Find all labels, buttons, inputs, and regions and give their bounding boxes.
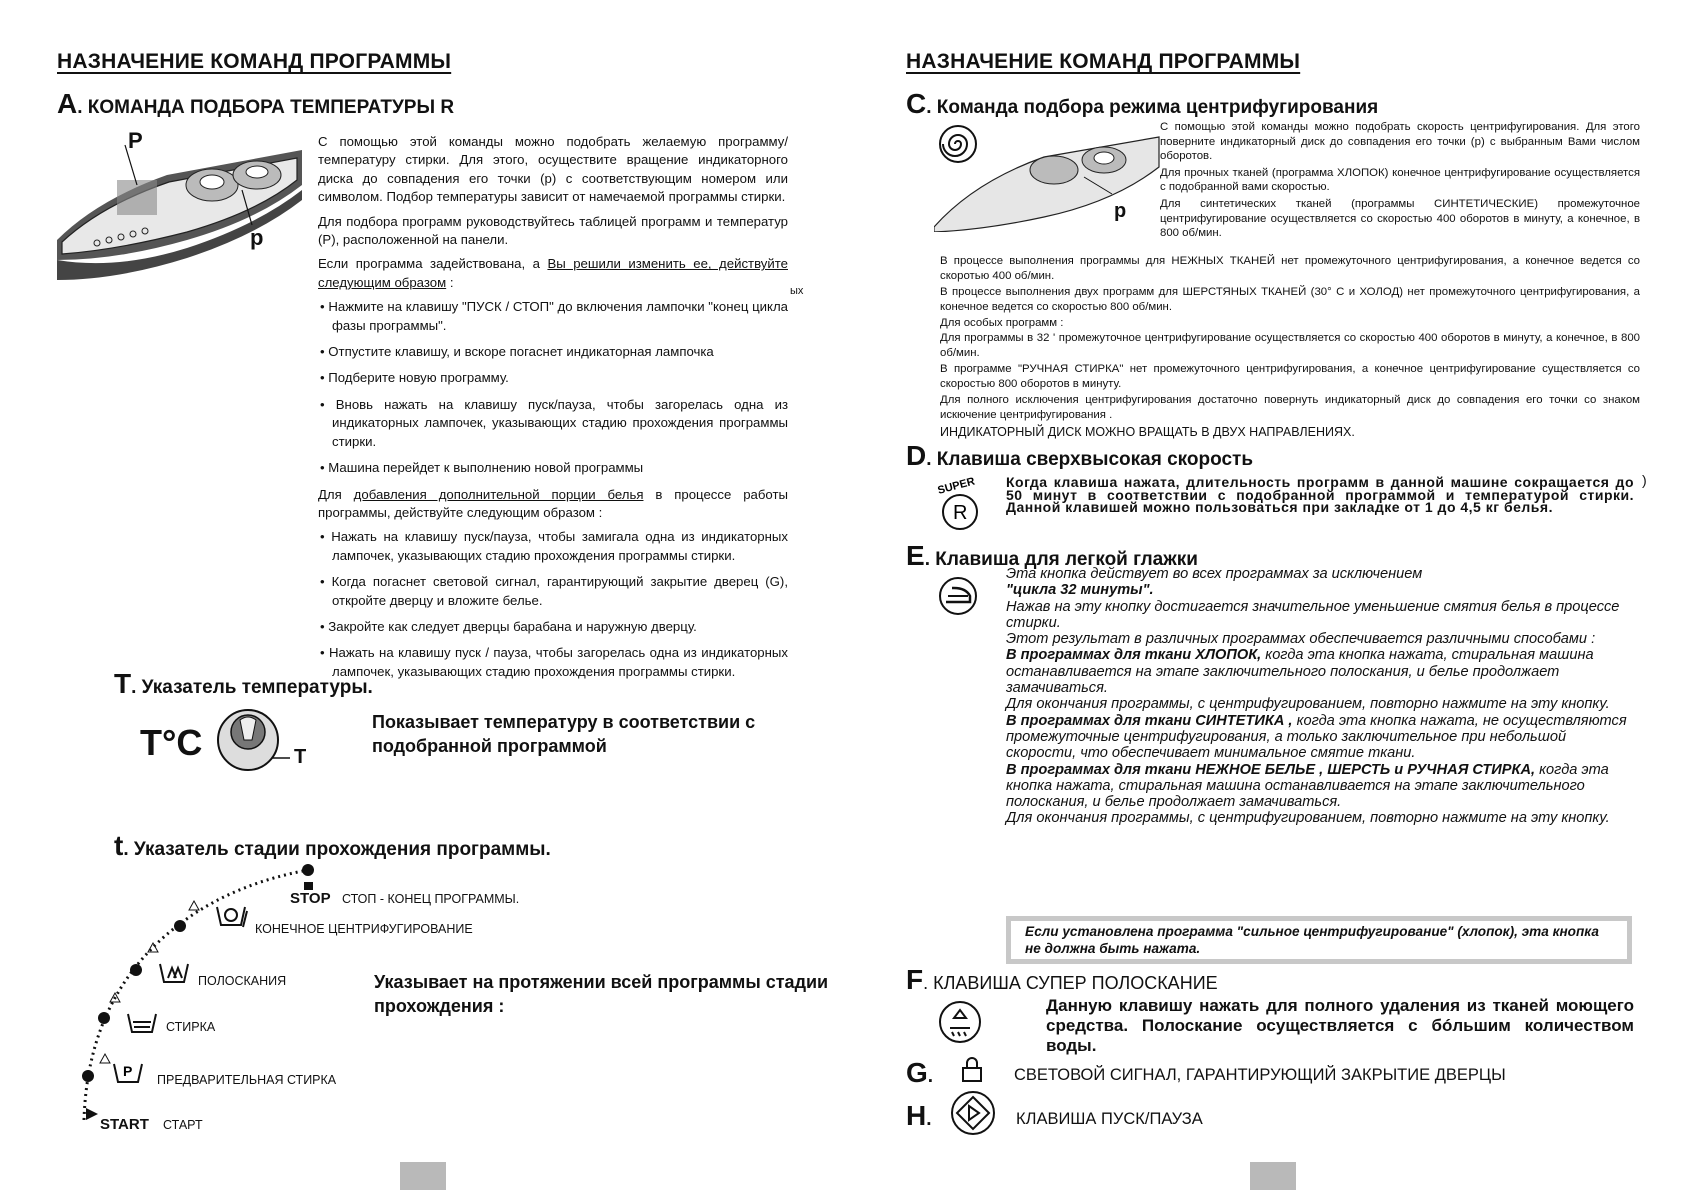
bullet-item: • Вновь нажать на клавишу пуск/пауза, чтобы загорелась одна из индикаторных лампочек, указывающих стадию прохождения программы стирки. <box>320 396 788 449</box>
section-d-title-text: . Клавиша сверхвысокая скорость <box>926 449 1254 470</box>
section-a-title-text: . КОМАНДА ПОДБОРА ТЕМПЕРАТУРЫ <box>77 97 436 118</box>
bullet-item: • Машина перейдет к выполнению новой программы <box>320 460 644 476</box>
section-e-p6-text: когда эта кнопка нажата, не осуществляются промежуточные центрифугирования, а только заключительное при небольшой скорости, что обеспечивает минимальное смятие ткани. <box>1006 712 1627 762</box>
section-e-title-text: . Клавиша для легкой глажки <box>924 549 1198 570</box>
stage-rinse-label: ПОЛОСКАНИЯ <box>198 974 287 988</box>
tc-label: T°C <box>140 722 203 763</box>
section-c-top-text <box>1160 120 1640 243</box>
stage-start-code: START <box>100 1116 149 1133</box>
bullet-item: • Нажмите на клавишу "ПУСК / СТОП" до включения лампочки "конец цикла фазы программы". <box>320 299 788 333</box>
section-c-para6: Для особых программ : <box>940 317 1064 330</box>
bullet-item: • Закройте как следует дверцы барабана и наружную дверцу. <box>320 618 697 634</box>
svg-text:R: R <box>953 502 968 524</box>
easy-iron-icon <box>938 576 978 616</box>
section-e-p8: Для окончания программы, с центрифугированием, повторно нажмите на эту кнопку. <box>1006 810 1610 827</box>
section-c-para4: В процессе выполнения программы для НЕЖНЫХ ТКАНЕЙ нет промежуточного центрифугирования, а конечное ведется со скоротью 400 об/мин. <box>940 255 1640 282</box>
super-rinse-icon <box>938 1000 982 1044</box>
para4-text: Для <box>318 486 342 502</box>
svg-text:SUPER: SUPER <box>936 475 977 497</box>
section-d-text: Когда клавиша нажата, длительность программ в данной машине сокращается до 50 минут в соответствии с подобранной программой и температурой стирки. Данной клавишей можно пользоваться при закладке от 1 до 4,5 кг белья. <box>1006 474 1634 515</box>
temperature-indicator-icon <box>212 700 292 780</box>
start-pause-icon <box>950 1090 996 1136</box>
page-number-box-right <box>1250 1162 1296 1190</box>
section-g-text: СВЕТОВОЙ СИГНАЛ, ГАРАНТИРУЮЩИЙ ЗАКРЫТИЕ ДВЕРЦЫ <box>1014 1066 1506 1084</box>
section-c-para9: Для полного исключения центрифугирования достаточно повернуть индикаторный диск до совпадения его точки со знаком искючение центрифугирования . <box>940 394 1640 421</box>
stage-start-label: СТАРТ <box>163 1118 203 1132</box>
section-a-para1: С помощью этой команды можно подобрать желаемую программу/температуру стирки. Для этого, осуществите вращение индикаторного диска до совпадения его точки (p) с соответствующим номером или символом. Подбор температуры зависит от намечаемой программы стирки. <box>318 134 788 205</box>
section-h-title <box>906 1100 932 1132</box>
section-e-p7-bold: В программах для ткани НЕЖНОЕ БЕЛЬЕ , ШЕРСТЬ и РУЧНАЯ СТИРКА, <box>1006 761 1536 778</box>
section-e-p6-bold: В программах для ткани СИНТЕТИКА , <box>1006 712 1293 729</box>
section-a-title <box>57 88 454 120</box>
section-e-p4-bold: В программах для ткани ХЛОПОК, <box>1006 647 1262 664</box>
stage-wash-label: СТИРКА <box>166 1020 216 1034</box>
page-number-box-left <box>400 1162 446 1190</box>
section-T-title-text: . Указатель температуры. <box>131 677 373 698</box>
stray-paren: ) <box>1642 472 1647 488</box>
bullet-item: • Когда погаснет световой сигнал, гарантирующий закрытие дверец (G), откройте дверцу и вложите белье. <box>320 574 788 608</box>
right-page-heading: НАЗНАЧЕНИЕ КОМАНД ПРОГРАММЫ <box>906 50 1301 73</box>
section-T-letter: T <box>114 668 132 699</box>
section-c-para8: В программе "РУЧНАЯ СТИРКА" нет промежуточного центрифугирования, а конечное центрифугирование существляется со скоростью 800 оборотов в минуту. <box>940 363 1640 390</box>
section-d-letter: D <box>906 440 927 471</box>
prewash-icon <box>112 1060 148 1086</box>
label-p-right: p <box>1114 200 1127 222</box>
section-T-desc: Показывает температуру в соответствии с подобранной программой <box>372 712 756 756</box>
section-e-letter: E <box>906 540 925 571</box>
label-P: P <box>128 128 143 153</box>
section-g-dot: . <box>927 1066 934 1087</box>
bullet-item: • Нажать на клавишу пуск / пауза, чтобы загорелась одна из индикаторных лампочек, указывающих стадию прохождения программы стирки. <box>320 645 788 679</box>
right-page <box>842 0 1684 1190</box>
section-t-desc: Указывает на протяжении всей программы стадии прохождения : <box>374 972 829 1016</box>
super-speed-icon <box>936 474 986 534</box>
left-page-heading: НАЗНАЧЕНИЕ КОМАНД ПРОГРАММЫ <box>57 50 452 73</box>
svg-text:P: P <box>123 1063 133 1079</box>
section-a-para4 <box>318 486 788 523</box>
bullet-item: • Нажать на клавишу пуск/пауза, чтобы замигала одна из индикаторных лампочек, указывающих стадию прохождения программы стирки. <box>320 529 788 563</box>
section-a-para3 <box>318 255 788 292</box>
section-f-title <box>906 964 1218 996</box>
para4-underlined: добавления дополнительной порции белья <box>353 486 644 502</box>
section-c-para1: С помощью этой команды можно подобрать скорость центрифугирования. Для этого поверните индикаторный диск до совпадения его точки (p) с выбранным Вами числом оборотов. <box>1160 121 1640 163</box>
section-c-letter: C <box>906 88 927 119</box>
rinse-icon <box>158 960 194 986</box>
section-e-p5: Для окончания программы, с центрифугированием, повторно нажмите на эту кнопку. <box>1006 696 1610 713</box>
para3-underlined: Вы решили изменить ее, действуйте следующим образом <box>318 256 788 290</box>
section-c-title-text: . Команда подбора режима центрифугирования <box>926 97 1379 118</box>
section-c-para3: Для синтетических тканей (программы СИНТЕТИЧЕСКИЕ) промежуточное центрифугирование осуществляется со скоростью 400 оборотов в минуту, а конечное, в 800 об/мин. <box>1160 197 1640 240</box>
section-f-text: Данную клавишу нажать для полного удаления из тканей моющего средства. Полоскание осуществляется с бóльшим количеством воды. <box>1046 996 1634 1055</box>
final-spin-icon <box>215 903 249 929</box>
door-lock-icon <box>960 1056 984 1084</box>
section-a-para2: Для подбора программ руководствуйтесь таблицей программ и температур (P), расположенной на панели. <box>318 213 788 248</box>
section-h-letter: H <box>906 1100 927 1131</box>
section-c-para2: Для прочных тканей (программа ХЛОПОК) конечное центрифугирование осуществляется с подобранной вами скоростью. <box>1160 166 1640 194</box>
section-c-bottom-text <box>940 254 1640 441</box>
section-T-title <box>114 668 373 700</box>
section-a-letter: A <box>57 88 78 119</box>
wash-icon <box>126 1012 162 1036</box>
section-e-p1b: "цикла 32 минуты". <box>1006 582 1154 599</box>
section-t-title-text: . Указатель стадии прохождения программы. <box>123 839 551 860</box>
section-d-title <box>906 440 1253 472</box>
stray-text: ых <box>790 285 804 297</box>
bullet-item: • Подберите новую программу. <box>320 370 509 386</box>
section-g-title <box>906 1057 933 1089</box>
section-t-letter: t <box>114 830 124 861</box>
section-a-suffix: R <box>440 97 455 118</box>
section-f-title-text: . КЛАВИША СУПЕР ПОЛОСКАНИЕ <box>923 973 1218 993</box>
section-e-p1: Эта кнопка действует во всех программах за исключением <box>1006 566 1423 582</box>
label-p: p <box>250 225 264 250</box>
section-c-para7: Для программы в 32 ' промежуточное центрифугирование осуществляется со скоростью 400 оборотов в минуту, а конечное, в 800 об/мин. <box>940 331 1640 359</box>
temperature-dial-panel-illustration <box>57 130 307 280</box>
bullet-item: • Отпустите клавишу, и вскоре погаснет индикаторная лампочка <box>320 344 714 360</box>
section-e-body <box>1006 566 1634 827</box>
section-e-p2: Нажав на эту кнопку достигается значительное уменьшение смятия белья в процессе стирки. <box>1006 598 1620 631</box>
stage-final-spin-label: КОНЕЧНОЕ ЦЕНТРИФУГИРОВАНИЕ <box>255 922 473 936</box>
stage-stop-label: СТОП - КОНЕЦ ПРОГРАММЫ. <box>342 892 520 906</box>
section-e-p3: Этот результат в различных программах обеспечивается различными способами : <box>1006 631 1596 648</box>
stage-prewash-label: ПРЕДВАРИТЕЛЬНАЯ СТИРКА <box>157 1073 337 1087</box>
section-e-p7 <box>1006 762 1634 811</box>
stage-stop-code: STOP <box>290 890 331 907</box>
section-f-letter: F <box>906 964 924 995</box>
para3-colon: : <box>449 274 454 290</box>
section-h-dot: . <box>926 1109 932 1130</box>
section-h-text: КЛАВИША ПУСК/ПАУЗА <box>1016 1110 1203 1128</box>
section-e-note: Если установлена программа "сильное центрифугирование" (хлопок), эта кнопка не должна быть нажата. <box>1006 916 1632 964</box>
section-a-body <box>318 133 788 689</box>
label-T: T <box>294 746 307 768</box>
section-g-letter: G <box>906 1057 928 1088</box>
section-e-p6 <box>1006 713 1634 762</box>
section-e-p4 <box>1006 647 1634 696</box>
spin-dial-panel-illustration <box>934 132 1164 232</box>
section-e-p7-text: когда эта кнопка нажата, стиральная машина останавливается на этапе заключительного полоскания, и белье продолжает замачиваться. <box>1006 761 1609 811</box>
para4-text-end: в процессе работы программы, действуйте следующим образом : <box>318 486 788 520</box>
section-c-title <box>906 88 1378 120</box>
section-c-para5: В процессе выполнения двух программ для ШЕРСТЯНЫХ ТКАНЕЙ (30° С и ХОЛОД) нет промежуточного центрифугирования, а конечное ведется со скоростью 800 об/мин. <box>940 286 1640 313</box>
section-e-p4-text: когда эта кнопка нажата, стиральная машина останавливается на этапе заключительного полоскания, и белье продолжает замачиваться. <box>1006 647 1594 697</box>
section-c-para10: ИНДИКАТОРНЫЙ ДИСК МОЖНО ВРАЩАТЬ В ДВУХ НАПРАВЛЕНИЯХ. <box>940 424 1355 439</box>
para3-text: Если программа задействована, а <box>318 256 540 272</box>
